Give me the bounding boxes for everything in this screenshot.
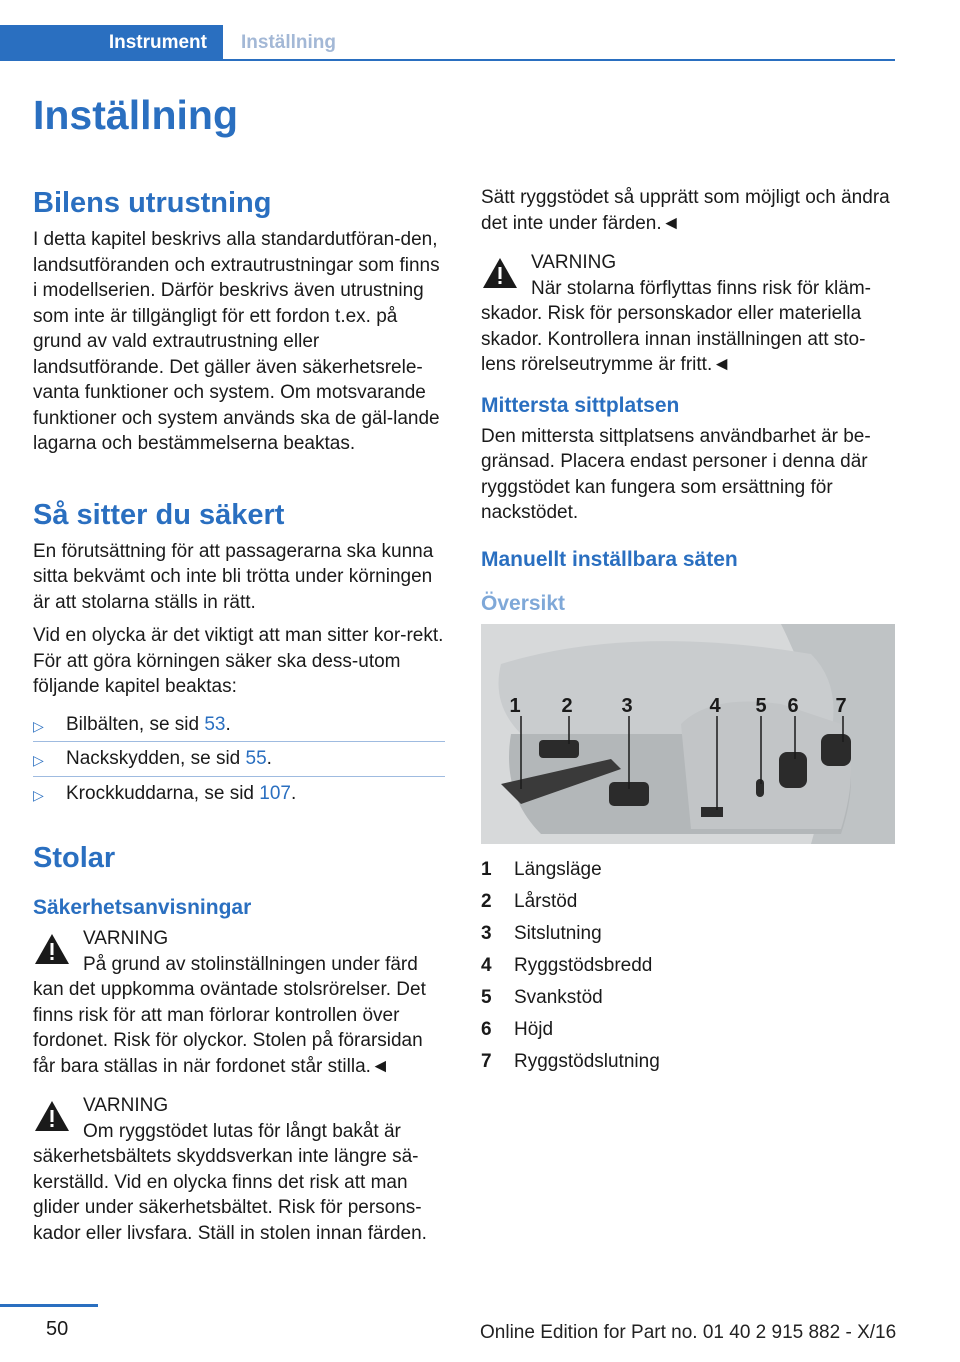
footer-rule (0, 1304, 98, 1307)
figure-label: 6 (787, 694, 799, 717)
equipment-text: I detta kapitel beskrivs alla standardutföran-den, landsutföranden och extrautrustningar som finns i modellserien. Därför beskrivs även utrustning som inte är tillgängligt för ett fordon t.ex. på grund av vald extrautrustning eller landsutförande. Det gäller även säkerhetsrele-vanta funktioner och system. Om motsvarande funktioner och system används ska de gäl-lande lagarna och bestämmelserna beaktas. (33, 229, 440, 454)
page-number: 50 (46, 1318, 69, 1340)
page-link[interactable]: 53 (204, 713, 226, 735)
tab-instrument[interactable]: Instrument (0, 25, 223, 61)
left-column (33, 185, 445, 1260)
legend-item: 2 Lårstöd (481, 890, 578, 912)
warning-triangle-icon (481, 256, 519, 290)
legend-item: 4 Ryggstödsbredd (481, 954, 653, 976)
section-title-middle-seat: Mittersta sittplatsen (481, 393, 680, 417)
warning-label: VARNING (531, 252, 617, 273)
edition-note: Online Edition for Part no. 01 40 2 915 882 - X/16 (480, 1322, 897, 1343)
warning-label: VARNING (83, 1095, 169, 1116)
figure-label: 3 (621, 694, 633, 717)
warning-triangle-icon (33, 1099, 71, 1133)
page-link[interactable]: 107 (259, 782, 291, 804)
backrest-text: Sätt ryggstödet så upprätt som möjligt och ändra det inte under färden.◄ (481, 187, 890, 234)
warning-label: VARNING (83, 928, 169, 949)
middle-seat-text: Den mittersta sittplatsens användbarhet är be-gränsad. Placera endast personer i denna där ryggstödet kan fungera som ersättning för nackstödet. (481, 425, 871, 523)
page-link[interactable]: 55 (245, 748, 267, 769)
figure-legend (481, 854, 895, 1078)
figure-label: 5 (755, 694, 767, 717)
section-title-overview: Översikt (481, 591, 566, 615)
figure-label: 1 (509, 694, 521, 717)
section-title-sit-safely: Så sitter du säkert (33, 498, 285, 531)
legend-item: 3 Sitslutning (481, 922, 602, 944)
legend-item: 6 Höjd (481, 1018, 554, 1040)
list-item: ▷ Krockkuddarna, se sid 107. (33, 777, 445, 811)
warning-block (481, 250, 895, 378)
tab-underline (223, 59, 895, 61)
sit-safely-text-2: Vid en olycka är det viktigt att man sitter kor-rekt. För att göra körningen säker ska dess-utom följande kapitel beaktas: (33, 625, 444, 697)
warning-lead: På grund av stolinställningen under färd (83, 953, 418, 975)
warning-block (33, 1093, 445, 1246)
warning-lead: När stolarna förflyttas finns risk för kläm- (531, 277, 871, 299)
right-column (481, 185, 895, 1078)
tab-installning[interactable]: Inställning (241, 32, 336, 53)
warning-text: skador. Risk för personskador eller materiella skador. Kontrollera innan inställningen att sto-lens rörelseutrymme är fritt.◄ (481, 303, 866, 375)
chapter-tabbar (0, 25, 895, 61)
section-title-seats: Stolar (33, 842, 116, 874)
warning-lead: Om ryggstödet lutas för långt bakåt är (83, 1120, 401, 1142)
section-subtitle-safety: Säkerhetsanvisningar (33, 896, 252, 919)
triangle-bullet-icon: ▷ (33, 717, 44, 734)
reference-list (33, 708, 445, 811)
warning-text: kan det uppkomma oväntade stolsrörelser. Det finns risk för att man förlorar kontrollen över fordonet. Risk för olyckor. Stolen på förarsidan får bara ställas in när fordonet står stilla.◄ (33, 979, 426, 1077)
warning-triangle-icon (33, 932, 71, 966)
sit-safely-text-1: En förutsättning för att passagerarna ska kunna sitta bekvämt och inte bli trötta under körningen är att stolarna ställs in rätt. (33, 540, 434, 613)
figure-label: 4 (709, 694, 721, 717)
legend-item: 1 Längsläge (481, 858, 602, 880)
warning-block (33, 926, 445, 1079)
list-item: ▷ Bilbälten, se sid 53. (33, 708, 445, 743)
figure-label: 7 (835, 694, 847, 717)
section-title-equipment: Bilens utrustning (33, 187, 272, 219)
section-title-manual-seats: Manuellt inställbara säten (481, 547, 738, 571)
triangle-bullet-icon: ▷ (33, 786, 44, 803)
legend-item: 5 Svankstöd (481, 986, 603, 1008)
legend-item: 7 Ryggstödslutning (481, 1050, 660, 1072)
list-item: ▷ Nackskydden, se sid 55. (33, 742, 445, 777)
triangle-bullet-icon: ▷ (33, 752, 44, 768)
page-title: Inställning (33, 92, 238, 138)
warning-text: säkerhetsbältets skyddsverkan inte längre sä-kerställd. Vid en olycka finns det risk att man glider under säkerhetsbältet. Risk för persons-kador eller livsfara. Ställ in stolen innan färden. (33, 1146, 427, 1244)
figure-label: 2 (561, 694, 573, 717)
seat-controls-image (481, 624, 895, 844)
